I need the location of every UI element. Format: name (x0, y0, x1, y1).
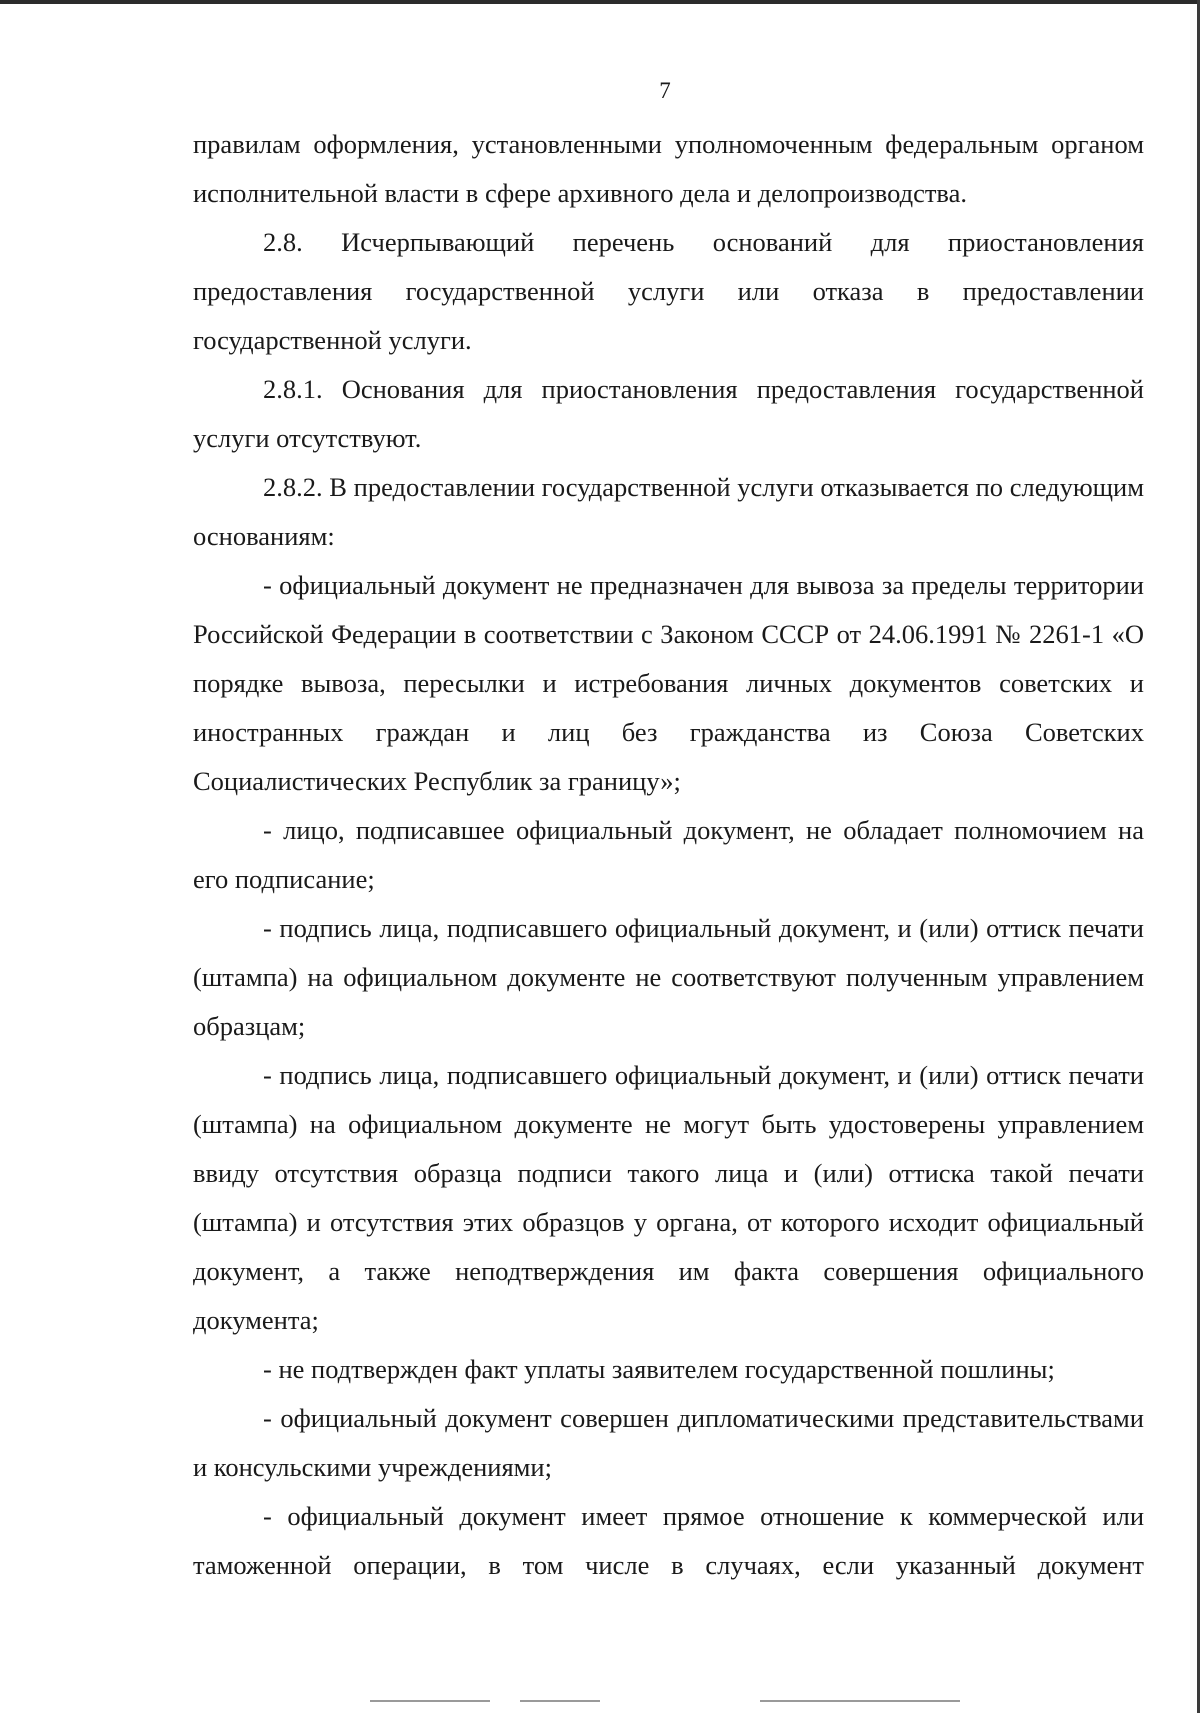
paragraph-2-8-2: 2.8.2. В предоставлении государственной услуги отказывается по следующим основаниям: (193, 472, 1144, 551)
scan-artifact-line (370, 1700, 490, 1702)
scan-artifact-line (760, 1700, 960, 1702)
list-item-commercial: - официальный документ имеет прямое отношение к коммерческой или таможенной операции, в том числе в случаях, если указанный документ (193, 1501, 1144, 1580)
paragraph-2-8: 2.8. Исчерпывающий перечень оснований для приостановления предоставления государственной услуги или отказа в предоставлении государственной услуги. (193, 227, 1144, 355)
list-item-fee-unpaid: - не подтвержден факт уплаты заявителем государственной пошлины; (263, 1354, 1055, 1384)
list-item-signatory-authority: - лицо, подписавшее официальный документ, не обладает полномочием на его подписание; (193, 815, 1144, 894)
paragraph-continuation: правилам оформления, установленными уполномоченным федеральным органом исполнительной власти в сфере архивного дела и делопроизводства. (193, 129, 1144, 208)
scan-artifact-line (520, 1700, 600, 1702)
paragraph-2-8-1: 2.8.1. Основания для приостановления предоставления государственной услуги отсутствуют. (193, 374, 1144, 453)
document-body (193, 120, 1144, 1590)
list-item-signature-unverifiable: - подпись лица, подписавшего официальный документ, и (или) оттиск печати (штампа) на официальном документе не могут быть удостоверены управлением ввиду отсутствия образца подписи такого лица и (или) оттиска такой печати (штампа) и отсутствия этих образцов у органа, от которого исходит официальный документ, а также неподтверждения им факта совершения официального документа; (193, 1060, 1144, 1335)
list-item-diplomatic: - официальный документ совершен дипломатическими представительствами и консульскими учреждениями; (193, 1403, 1144, 1482)
list-item-export-law: - официальный документ не предназначен для вывоза за пределы территории Российской Федерации в соответствии с Законом СССР от 24.06.1991 № 2261-1 «О порядке вывоза, пересылки и истребования личных документов советских и иностранных граждан и лиц без гражданства из Союза Советских Социалистических Республик за границу»; (193, 570, 1144, 796)
scan-edge-top (0, 0, 1200, 4)
page-number: 7 (659, 78, 671, 103)
list-item-signature-mismatch: - подпись лица, подписавшего официальный документ, и (или) оттиск печати (штампа) на официальном документе не соответствуют полученным управлением образцам; (193, 913, 1144, 1041)
